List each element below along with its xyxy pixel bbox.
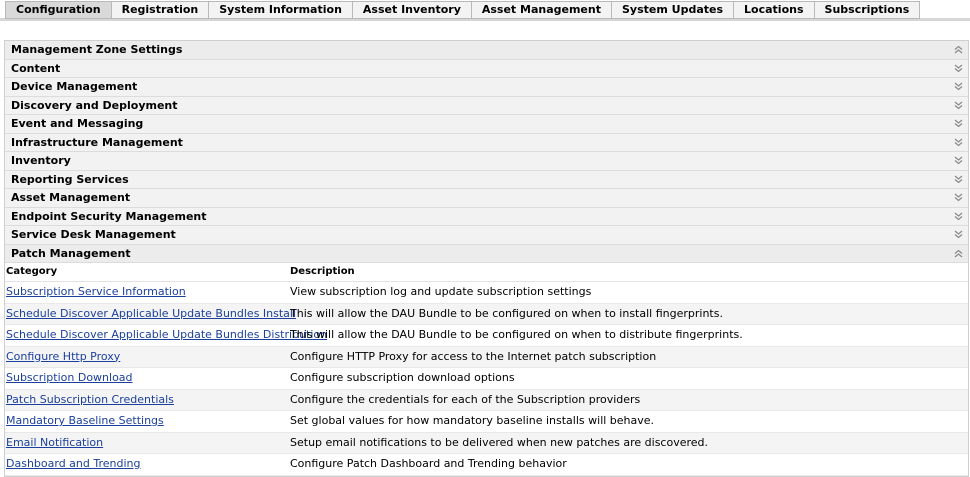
chevron-double-down-icon[interactable] [953,193,963,205]
column-header-category: Category [6,266,58,277]
tab-asset-management[interactable]: Asset Management [472,1,612,19]
section-label: Service Desk Management [11,228,176,241]
section-header-event-and-messaging[interactable] [5,115,968,134]
category-link-email-notification[interactable]: Email Notification [6,435,104,449]
tab-asset-inventory[interactable]: Asset Inventory [353,1,472,19]
section-header-patch-management[interactable] [5,245,968,264]
chevron-double-down-icon[interactable] [953,212,963,224]
section-label: Patch Management [11,246,131,260]
section-header-asset-management[interactable] [5,189,968,208]
table-row [5,411,968,433]
row-description: Configure Patch Dashboard and Trending behavior [290,457,567,470]
table-row [5,454,968,476]
row-description: Set global values for how mandatory baseline installs will behave. [290,414,655,427]
section-header-inventory[interactable] [5,152,968,171]
category-link-mandatory-baseline-settings[interactable]: Mandatory Baseline Settings [6,414,164,427]
category-link-patch-subscription-credentials[interactable]: Patch Subscription Credentials [6,392,174,406]
category-link-dashboard-and-trending[interactable]: Dashboard and Trending [6,457,141,470]
section-label: Infrastructure Management [11,135,183,149]
chevron-double-down-icon[interactable] [953,175,963,187]
category-link-schedule-discover-applicable-update-bundles-install[interactable]: Schedule Discover Applicable Update Bundles Install [6,306,297,320]
row-description: This will allow the DAU Bundle to be configured on when to distribute fingerprints. [290,328,743,341]
tab-system-information[interactable]: System Information [209,1,353,19]
tab-registration[interactable]: Registration [112,1,210,19]
row-description: Setup email notifications to be delivered when new patches are discovered. [290,435,709,449]
chevron-double-down-icon[interactable] [953,82,963,94]
tab-bar [0,0,970,21]
table-row [5,282,968,304]
column-header-description: Description [290,266,355,277]
section-label: Event and Messaging [11,117,144,130]
section-header-endpoint-security-management[interactable] [5,208,968,227]
table-row [5,325,968,347]
section-header-infrastructure-management[interactable] [5,134,968,153]
row-description: Configure HTTP Proxy for access to the Internet patch subscription [290,349,657,363]
table-row [5,368,968,390]
section-header-discovery-and-deployment[interactable] [5,97,968,116]
table-row [5,304,968,326]
chevron-double-down-icon[interactable] [953,119,963,131]
tab-subscriptions[interactable]: Subscriptions [815,1,921,19]
table-row [5,390,968,412]
section-header-management-zone-settings[interactable] [5,41,968,60]
chevron-double-down-icon[interactable] [953,156,963,168]
tab-locations[interactable]: Locations [734,1,814,19]
section-label: Discovery and Deployment [11,98,178,112]
section-header-content[interactable] [5,60,968,79]
section-header-reporting-services[interactable] [5,171,968,190]
chevron-double-up-icon[interactable] [953,249,963,261]
section-label: Content [11,61,61,75]
section-header-device-management[interactable] [5,78,968,97]
category-link-schedule-discover-applicable-update-bundles-distribution[interactable]: Schedule Discover Applicable Update Bundles Distribution [6,328,328,341]
row-description: This will allow the DAU Bundle to be configured on when to install fingerprints. [290,306,723,320]
section-label: Asset Management [11,191,131,204]
settings-panel [4,40,969,477]
section-label: Inventory [11,154,71,167]
chevron-double-down-icon[interactable] [953,64,963,76]
section-label: Endpoint Security Management [11,209,207,223]
tabs [5,1,920,19]
row-description: Configure subscription download options [290,371,515,384]
tab-configuration[interactable]: Configuration [5,1,112,19]
chevron-double-down-icon[interactable] [953,138,963,150]
category-link-configure-http-proxy[interactable]: Configure Http Proxy [6,349,121,363]
section-label: Reporting Services [11,172,129,186]
table-row [5,433,968,455]
chevron-double-down-icon[interactable] [953,101,963,113]
section-label: Management Zone Settings [11,43,183,56]
section-header-service-desk-management[interactable] [5,226,968,245]
chevron-double-down-icon[interactable] [953,230,963,242]
category-link-subscription-service-information[interactable]: Subscription Service Information [6,285,186,298]
row-description: View subscription log and update subscription settings [290,285,592,298]
tab-system-updates[interactable]: System Updates [612,1,734,19]
category-link-subscription-download[interactable]: Subscription Download [6,371,133,384]
patch-table-header [5,263,968,282]
row-description: Configure the credentials for each of the Subscription providers [290,392,641,406]
chevron-double-up-icon[interactable] [953,45,963,57]
table-row [5,347,968,369]
section-label: Device Management [11,80,138,93]
